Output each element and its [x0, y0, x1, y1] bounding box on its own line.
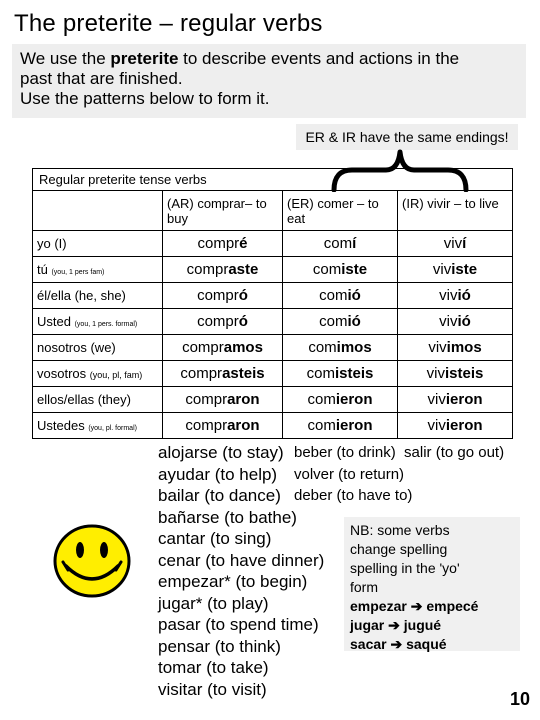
nb-example [350, 597, 514, 616]
vocab-list-2 [294, 442, 504, 507]
arrow-right-icon: ➔ [390, 636, 403, 652]
vocab-item-2: beber (to drink) salir (to go out) [294, 444, 505, 461]
conjugation-ar [163, 283, 283, 309]
vocab-word: empezar* [158, 572, 231, 591]
conjugation-ar [163, 257, 283, 283]
arrow-right-icon: ➔ [410, 598, 423, 614]
intro-line-2: past that are finished. [20, 69, 183, 88]
verb-stem: com [319, 287, 348, 304]
vocab-item [158, 679, 324, 701]
vocab-gloss: (to spend time) [205, 615, 319, 634]
row-pronoun [33, 257, 163, 283]
intro-line-1 [20, 49, 518, 69]
vocab-gloss: (to play) [207, 593, 269, 613]
conjugation-ar [163, 387, 283, 413]
pronoun-note: (you, 1 pers fam) [51, 269, 105, 276]
verb-ending: ieron [445, 391, 483, 408]
pronoun-text: yo (I) [37, 236, 67, 251]
verb-stem: viv [432, 261, 452, 278]
intro-text: to describe events and actions in the [178, 49, 460, 68]
verb-ending: ieron [335, 417, 373, 434]
vocab-gloss: (to visit) [207, 679, 267, 699]
vocab-word: pasar [158, 615, 201, 634]
page-title: The preterite – regular verbs [14, 10, 323, 37]
vocab-item [158, 614, 324, 636]
vocab-item-2: deber (to have to) [294, 487, 413, 504]
row-pronoun [33, 413, 163, 439]
verb-stem: viv [439, 287, 458, 304]
vocab-gloss: (to have dinner) [205, 550, 325, 570]
conjugation-er [283, 257, 398, 283]
vocab-word: bañarse [158, 507, 220, 527]
verb-stem: com [312, 261, 342, 278]
vocab-gloss: (to stay) [222, 443, 284, 462]
verb-ending: ió [347, 313, 361, 330]
table-row [33, 387, 513, 413]
verb-ending: aron [227, 417, 260, 434]
verb-stem: com [307, 417, 336, 434]
verb-stem: viv [428, 339, 447, 356]
nb-example-from: jugar [350, 617, 385, 633]
vocab-item [158, 550, 324, 572]
row-pronoun [33, 387, 163, 413]
verb-ending: isteis [334, 365, 374, 382]
vocab-item [158, 507, 324, 529]
nb-example [350, 635, 514, 654]
verb-ending: iste [341, 261, 368, 278]
vocab-word: cenar [158, 550, 201, 570]
smiley-face-icon [52, 522, 132, 600]
vocab-item-2: volver (to return) [294, 465, 405, 483]
verb-table [32, 168, 513, 439]
empty-header-cell [33, 191, 163, 231]
vocab-item [158, 657, 324, 679]
table-row [33, 283, 513, 309]
row-pronoun [33, 231, 163, 257]
table-caption: Regular preterite tense verbs [33, 169, 513, 191]
verb-ending: aste [228, 261, 259, 278]
conjugation-ir [398, 283, 513, 309]
conjugation-ar [163, 231, 283, 257]
table-row [33, 231, 513, 257]
pronoun-text: Usted [37, 314, 71, 329]
table-row [33, 335, 513, 361]
nb-example-from: empezar [350, 598, 407, 614]
vocab-gloss: (to take) [206, 658, 269, 677]
vocab-gloss: (to begin) [235, 572, 308, 591]
verb-stem: compr [185, 391, 228, 408]
er-ir-note: ER & IR have the same endings! [296, 124, 518, 150]
conjugation-ar [163, 335, 283, 361]
row-pronoun [33, 283, 163, 309]
conjugation-er [283, 413, 398, 439]
vocab-item [158, 528, 324, 550]
verb-stem: com [323, 235, 353, 252]
verb-ending: asteis [222, 365, 265, 382]
row-pronoun [33, 361, 163, 387]
intro-line-3: Use the patterns below to form it. [20, 89, 270, 108]
verb-stem: viv [427, 391, 446, 408]
conjugation-ir [398, 361, 513, 387]
verb-stem: viv [443, 235, 463, 252]
nb-example [350, 616, 514, 635]
row-pronoun [33, 309, 163, 335]
vocab-gloss: (to sing) [209, 529, 272, 548]
verb-ending: iste [451, 261, 478, 278]
arrow-right-icon: ➔ [388, 617, 400, 633]
conjugation-er [283, 231, 398, 257]
conjugation-ir [398, 257, 513, 283]
pronoun-text: vosotros [37, 366, 87, 381]
conjugation-ir [398, 231, 513, 257]
nb-line: spelling in the 'yo' [350, 560, 460, 576]
pronoun-text: ellos/ellas (they) [37, 392, 131, 407]
verb-ending: í [352, 235, 357, 252]
conjugation-er [283, 309, 398, 335]
vocab-word: bailar [158, 486, 200, 505]
pronoun-text: él/ella (he, she) [37, 288, 126, 303]
vocab-gloss: (to help) [214, 464, 278, 484]
table-row [33, 413, 513, 439]
pronoun-text: nosotros (we) [37, 340, 116, 355]
pronoun-note: (you, 1 pers. formal) [74, 321, 138, 328]
verb-ending: ió [347, 287, 361, 304]
verb-stem: com [319, 313, 348, 330]
conjugation-er [283, 361, 398, 387]
table-row [33, 257, 513, 283]
vocab-gloss: (to bathe) [224, 507, 297, 527]
table-caption-row [33, 169, 513, 191]
conjugation-er [283, 335, 398, 361]
nb-line: NB: some verbs [350, 522, 450, 538]
header-er: (ER) comer – to eat [283, 191, 398, 231]
verb-stem: compr [180, 365, 223, 382]
intro-bold-term: preterite [110, 49, 179, 68]
verb-ending: ió [457, 313, 471, 330]
verb-ending: é [239, 235, 248, 252]
vocab-word: jugar* [158, 593, 203, 613]
vocab-word: tomar [158, 658, 202, 677]
verb-stem: compr [186, 261, 229, 278]
vocab-word: visitar [158, 679, 203, 699]
intro-box [12, 44, 526, 118]
vocab-gloss: (to think) [214, 636, 281, 656]
table-row [33, 361, 513, 387]
pronoun-note: (you, pl. formal) [88, 425, 137, 432]
verb-ending: isteis [445, 365, 484, 382]
conjugation-ir [398, 387, 513, 413]
vocab-gloss: (to dance) [204, 486, 281, 505]
verb-ending: ieron [445, 417, 483, 434]
verb-ending: ó [238, 287, 248, 304]
vocab-word: pensar [158, 636, 210, 656]
verb-ending: í [462, 235, 467, 252]
verb-stem: viv [427, 417, 446, 434]
intro-text: We use the [20, 49, 111, 68]
conjugation-ir [398, 309, 513, 335]
conjugation-er [283, 283, 398, 309]
page-number: 10 [510, 689, 531, 709]
nb-line: form [350, 579, 378, 595]
nb-note-box [344, 517, 520, 651]
verb-stem: viv [439, 313, 458, 330]
verb-ending: imos [336, 339, 372, 356]
table-header-row [33, 191, 513, 231]
verb-stem: com [307, 391, 336, 408]
conjugation-ar [163, 361, 283, 387]
verb-ending: amos [223, 339, 263, 356]
nb-example-from: sacar [350, 636, 387, 652]
vocab-item [158, 571, 324, 593]
verb-ending: aron [227, 391, 260, 408]
table-row [33, 309, 513, 335]
verb-stem: compr [197, 235, 240, 252]
vocab-item [158, 593, 324, 615]
conjugation-er [283, 387, 398, 413]
verb-stem: viv [426, 365, 445, 382]
row-pronoun [33, 335, 163, 361]
verb-ending: ió [457, 287, 471, 304]
nb-example-to: saqué [406, 636, 447, 652]
conjugation-ar [163, 413, 283, 439]
verb-stem: compr [197, 313, 239, 330]
header-ar: (AR) comprar– to buy [163, 191, 283, 231]
vocab-word: ayudar [158, 464, 210, 484]
pronoun-note: (you, pl, fam) [89, 370, 143, 380]
verb-stem: compr [185, 417, 228, 434]
verb-stem: compr [197, 287, 239, 304]
verb-ending: imos [446, 339, 482, 356]
nb-example-to: jugué [403, 617, 442, 633]
verb-ending: ó [238, 313, 248, 330]
verb-stem: compr [182, 339, 224, 356]
pronoun-text: tú [37, 262, 48, 277]
header-ir: (IR) vivir – to live [398, 191, 513, 231]
conjugation-ar [163, 309, 283, 335]
verb-stem: com [306, 365, 335, 382]
verb-stem: com [308, 339, 337, 356]
nb-example-to: empecé [426, 598, 479, 614]
verb-ending: ieron [335, 391, 373, 408]
vocab-word: alojarse [158, 443, 218, 462]
nb-line: change spelling [350, 541, 448, 557]
conjugation-ir [398, 413, 513, 439]
vocab-word: cantar [158, 529, 206, 548]
vocab-item [158, 636, 324, 658]
conjugation-ir [398, 335, 513, 361]
pronoun-text: Ustedes [37, 418, 85, 433]
